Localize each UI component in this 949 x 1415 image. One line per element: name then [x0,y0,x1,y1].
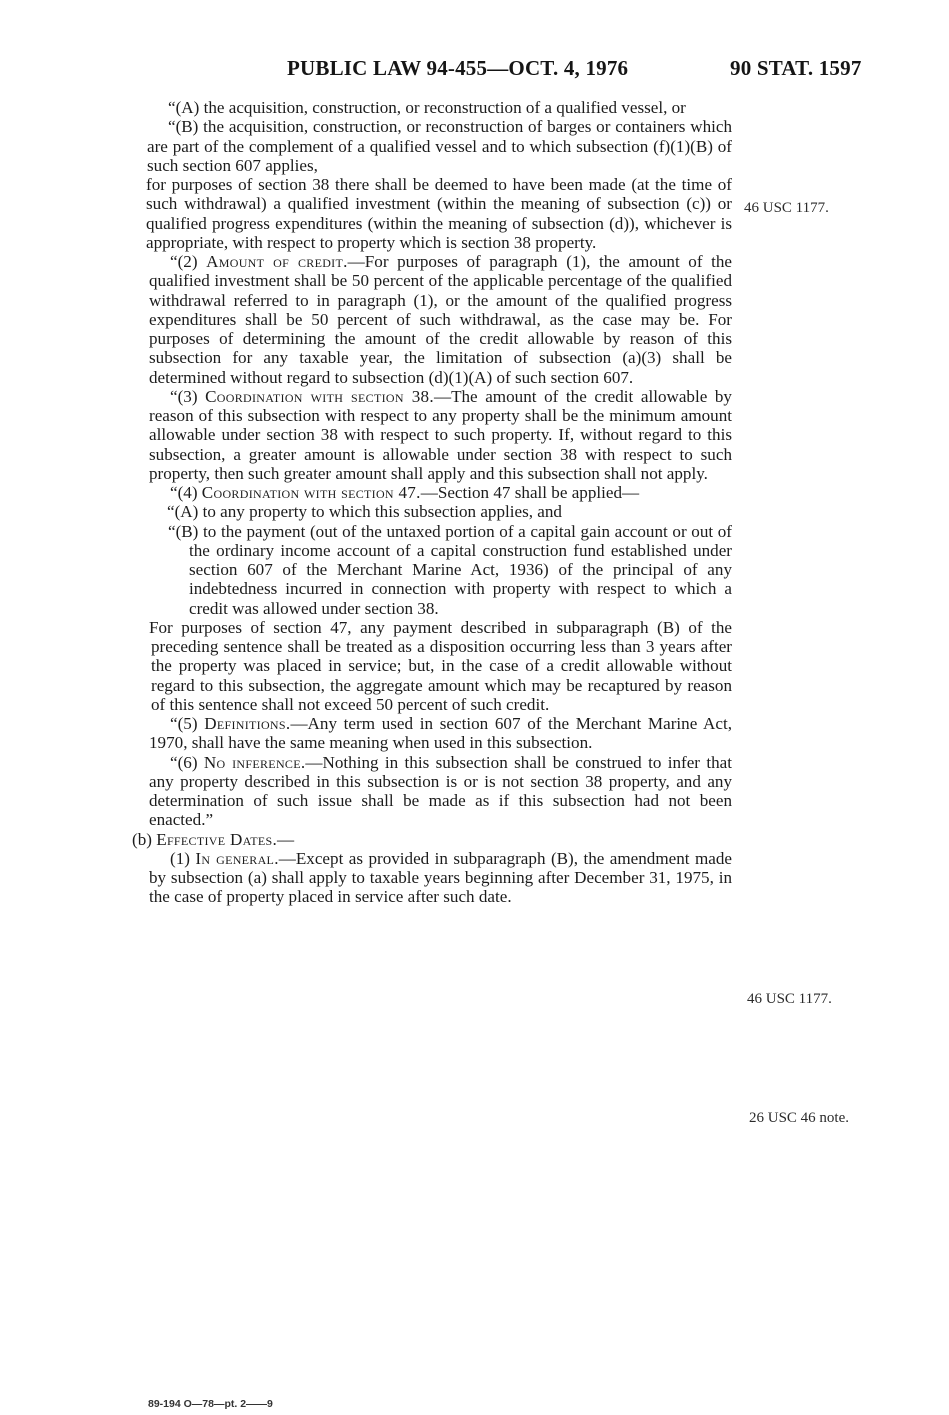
subparagraph-b: “(B) to the payment (out of the untaxed portion of a capital gain account or out of the ordinary income account of a capital construction fund established under section 607 of the Merchant Marine Act, 1936) of the principal of any indebtedness incurred in connection with property with respect to which a credit was allowed under section 38. [168,521,732,618]
paragraph-5: “(5) Definitions.—Any term used in section 607 of the Merchant Marine Act, 1970, shall have the same meaning when used in this subsection. [149,714,732,753]
margin-citation: 46 USC 1177. [747,991,832,1007]
subsection-b-caption: Effective Dates. [156,829,278,849]
subparagraph-a: “(A) to any property to which this subsection applies, and [167,502,562,522]
statute-page-number: 90 STAT. 1597 [730,56,862,80]
paragraph-4-caption: Coordination with section 47. [201,483,421,502]
running-head-title: PUBLIC LAW 94-455—OCT. 4, 1976 [287,56,629,80]
clause-a: “(A) the acquisition, construction, or reconstruction of a qualified vessel, or [168,98,686,117]
paragraph-6-caption: No inference. [203,752,306,772]
paragraph-2-caption: Amount of credit. [206,252,348,271]
paragraph-6: “(6) No inference.—Nothing in this subsection shall be construed to infer that any property described in this subsection is or is not section 38 property, and any determination of such issue shall be made as if this subsection had not been enacted.” [149,752,732,830]
print-job-footer: 89-194 O—78—pt. 2——9 [148,1398,273,1410]
paragraph-b1-caption: In general. [195,848,279,868]
paragraph-3-caption: Coordination with section 38. [205,386,434,406]
paragraph-4: “(4) Coordination with section 47.—Section 47 shall be applied— [170,483,640,502]
flush-paragraph-47: For purposes of section 47, any payment described in subparagraph (B) of the preceding sentence shall be treated as a disposition occurring less than 3 years after the property was placed in service; but, in the case of a credit allowable without regard to this subsection, the aggregate amount which may be recaptured by reason of this sentence shall not exceed 50 percent of such credit. [149,617,732,714]
paragraph-2: “(2) Amount of credit.—For purposes of paragraph (1), the amount of the qualified investment shall be 50 percent of the applicable percentage of the qualified withdrawal referred to in paragraph (1), or the amount of the qualified progress expenditures shall be 50 percent of such withdrawal, as the case may be. For purposes of determining the amount of the credit allowable by reason of this subsection for any taxable year, the limitation of subsection (a)(3) shall be determined without regard to subsection (d)(1)(A) of such section 607. [149,252,733,387]
paragraph-3: “(3) Coordination with section 38.—The amount of the credit allowable by reason of this subsection with respect to any property shall be the minimum amount allowable under section 38 with respect to such property. If, without regard to this subsection, a greater amount is allowable under section 38 with respect to such property, then such greater amount shall apply and this subsection shall not apply. [149,386,732,483]
subsection-b: (b) Effective Dates.— [132,829,295,849]
margin-citation: 46 USC 1177. [744,200,829,216]
paragraph-5-caption: Definitions. [204,714,291,733]
paragraph-b1: (1) In general.—Except as provided in subparagraph (B), the amendment made by subsection (a) shall apply to taxable years beginning after December 31, 1975, in the case of property placed in service after such date. [149,848,732,907]
margin-citation: 26 USC 46 note. [749,1110,850,1126]
clause-b: “(B) the acquisition, construction, or reconstruction of barges or containers which are part of the complement of a qualified vessel and to which subsection (f)(1)(B) of such section 607 applies, [147,117,732,175]
flush-paragraph: for purposes of section 38 there shall be deemed to have been made (at the time of such withdrawal) a qualified investment (within the meaning of subsection (c)) or qualified progress expenditures (within the meaning of subsection (d)), whichever is appropriate, with respect to property which is section 38 property. [146,175,732,252]
statute-text-body [126,98,732,907]
